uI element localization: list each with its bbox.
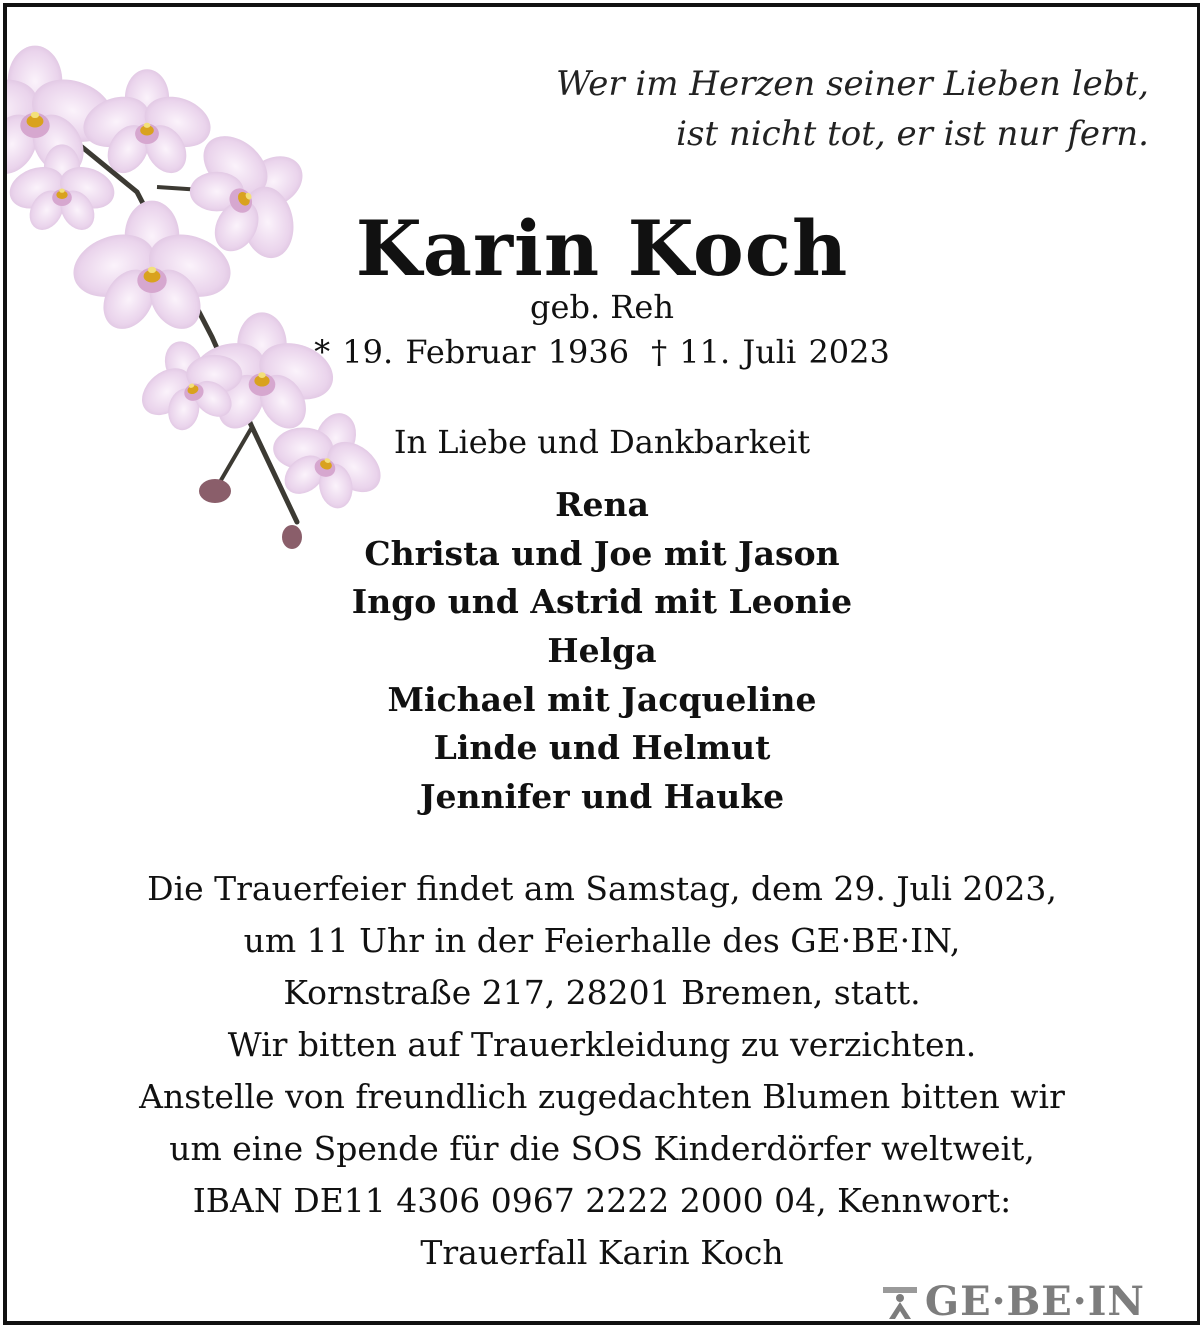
service-info-line: Wir bitten auf Trauerkleidung zu verzichten. xyxy=(227,1025,977,1064)
birth-name: geb. Reh xyxy=(530,288,674,326)
deceased-name: Karin Koch xyxy=(355,204,849,293)
obituary-notice xyxy=(3,3,1200,1325)
service-info-line: IBAN DE11 4306 0967 2222 2000 04, Kennwort: xyxy=(192,1181,1012,1220)
death-date: † 11. Juli 2023 xyxy=(651,333,890,371)
mourner-name: Helga xyxy=(547,631,657,671)
service-information xyxy=(7,863,1197,1279)
motto-line-1: Wer im Herzen seiner Lieben lebt, xyxy=(556,64,1149,104)
service-info-line: um 11 Uhr in der Feierhalle des GE·BE·IN, xyxy=(243,921,961,960)
mourner-name: Ingo und Astrid mit Leonie xyxy=(351,582,853,622)
logo-text: GE·BE·IN xyxy=(924,1278,1145,1325)
funeral-home-logo xyxy=(877,1278,1149,1325)
mourner-name: Christa und Joe mit Jason xyxy=(364,533,840,573)
service-info-line: Die Trauerfeier findet am Samstag, dem 29. Juli 2023, xyxy=(147,869,1057,908)
gebein-logo-icon xyxy=(881,1283,919,1321)
mourner-name: Rena xyxy=(555,485,649,524)
motto-quote xyxy=(556,59,1149,159)
mourners-list xyxy=(7,481,1197,822)
dedication-line: In Liebe und Dankbarkeit xyxy=(393,423,811,461)
service-info-line: Anstelle von freundlich zugedachten Blumen bitten wir xyxy=(139,1077,1065,1116)
service-info-line: um eine Spende für die SOS Kinderdörfer weltweit, xyxy=(169,1129,1035,1168)
motto-line-2: ist nicht tot, er ist nur fern. xyxy=(676,114,1149,154)
life-dates xyxy=(7,330,1197,374)
mourner-name: Michael mit Jacqueline xyxy=(387,679,817,719)
mourner-name: Linde und Helmut xyxy=(433,728,771,768)
service-info-line: Trauerfall Karin Koch xyxy=(420,1233,784,1272)
service-info-line: Kornstraße 217, 28201 Bremen, statt. xyxy=(283,973,921,1012)
mourner-name: Jennifer und Hauke xyxy=(419,777,785,817)
birth-date: * 19. Februar 1936 xyxy=(314,333,630,371)
